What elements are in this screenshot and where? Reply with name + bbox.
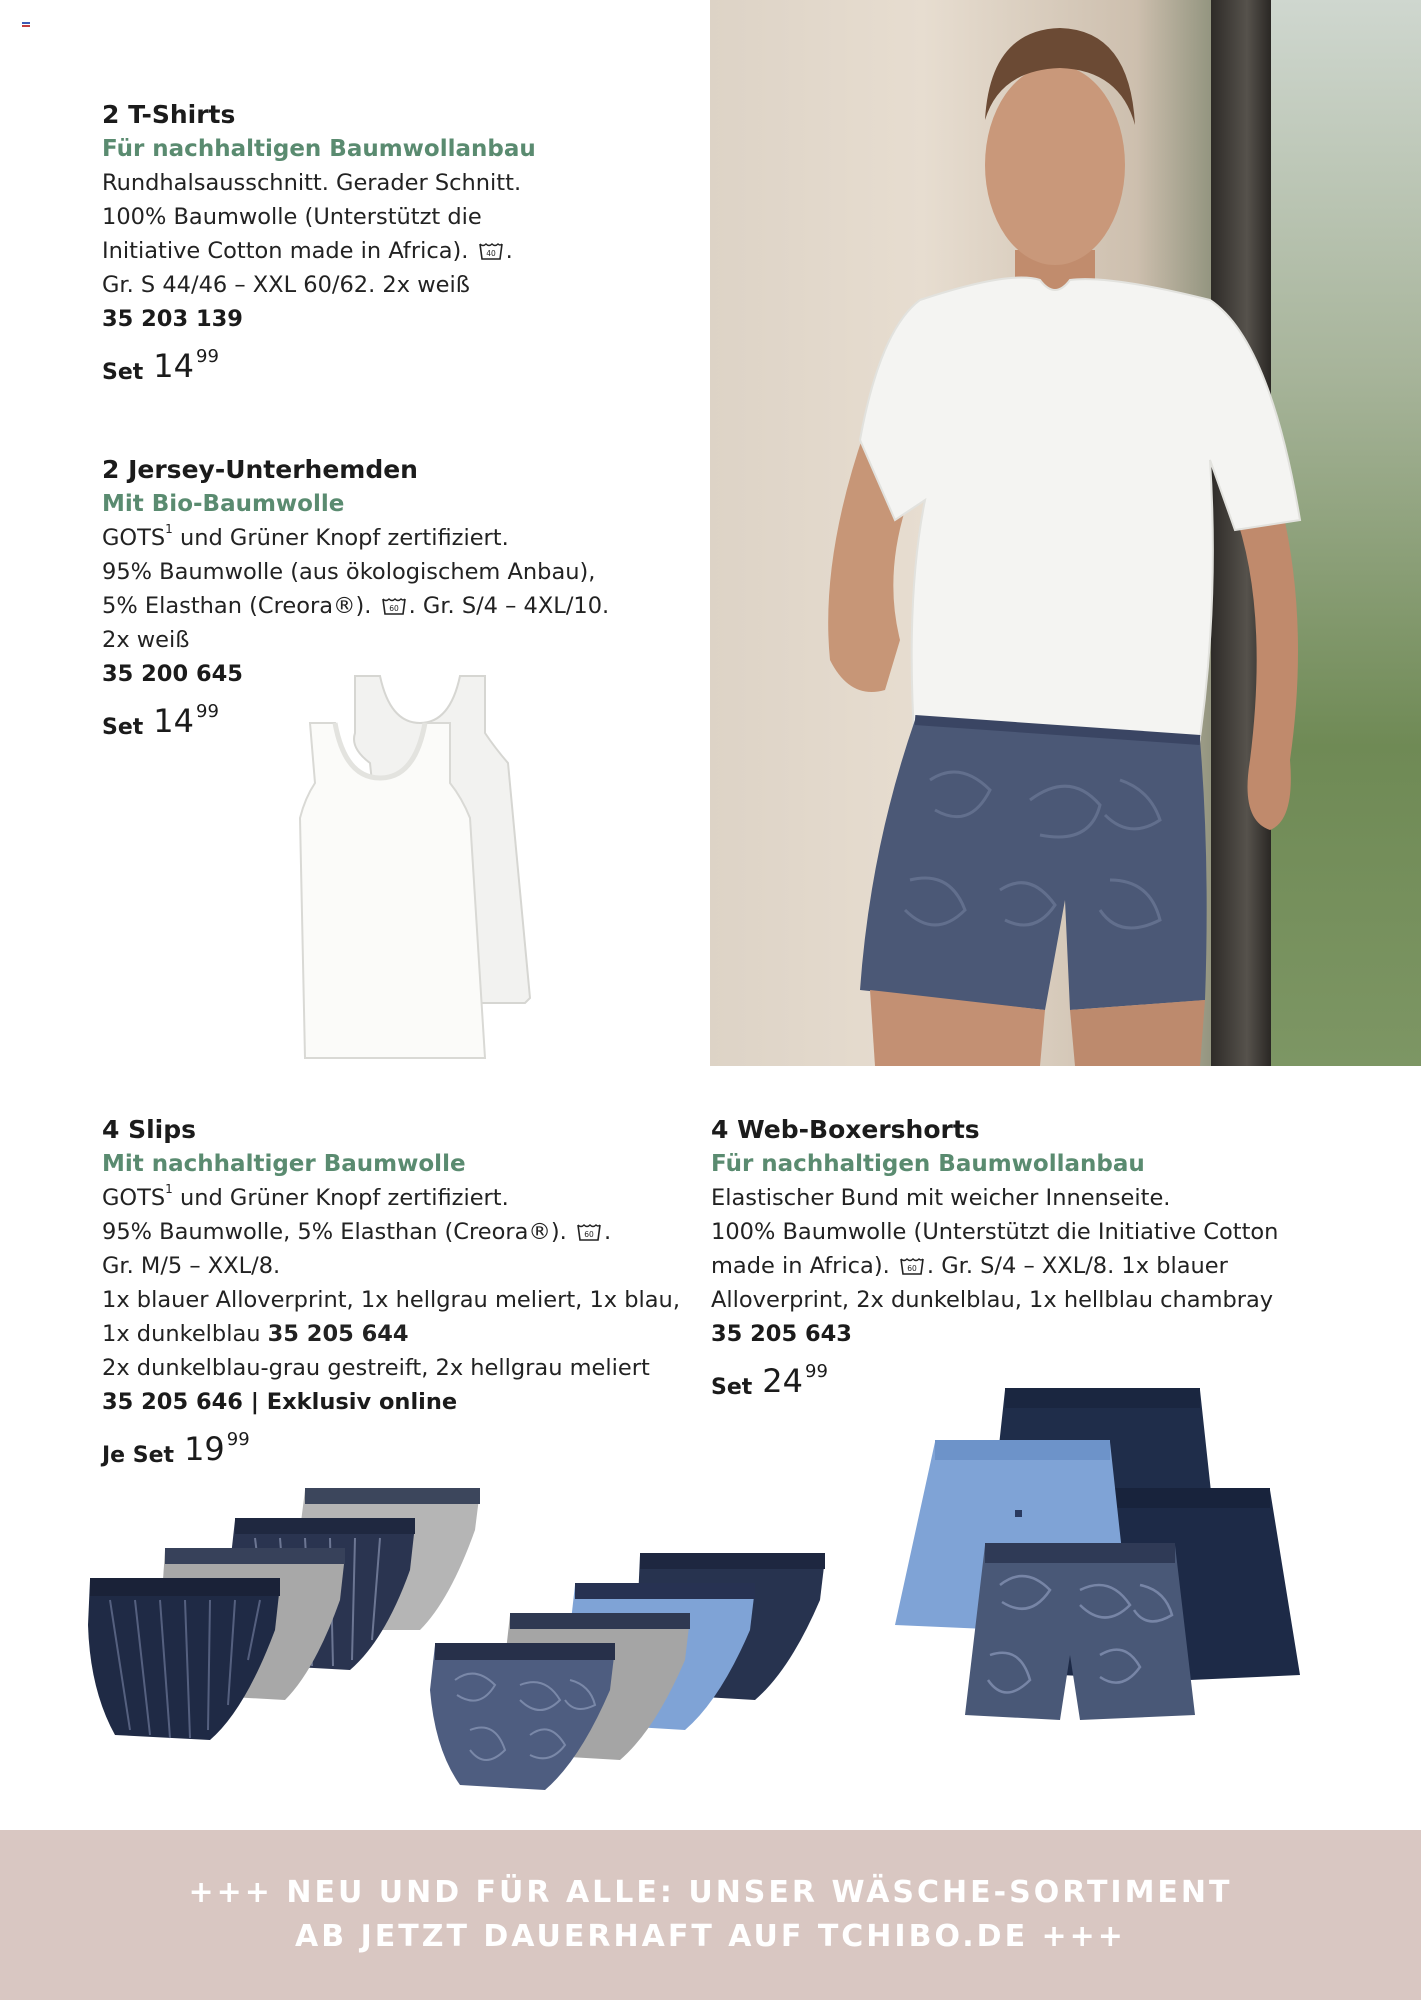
product-sku: 35 205 644 — [267, 1321, 409, 1347]
svg-text:60: 60 — [907, 1264, 917, 1273]
product-slips — [102, 1113, 680, 1469]
wash-60-icon — [576, 1218, 602, 1238]
product-price: Set 14 99 — [102, 346, 219, 385]
product-desc-line: 95% Baumwolle (aus ökologischem Anbau), — [102, 559, 596, 585]
product-desc-line: 95% Baumwolle, 5% Elasthan (Creora®). 60 . — [102, 1219, 612, 1245]
model-photo — [710, 0, 1421, 1066]
product-subtitle: Für nachhaltigen Baumwollanbau — [711, 1151, 1145, 1177]
product-boxershorts — [711, 1113, 1278, 1401]
model-figure — [710, 0, 1421, 1066]
svg-text:60: 60 — [584, 1230, 594, 1239]
product-title: 4 Web-Boxershorts — [711, 1115, 980, 1144]
product-desc-line: Elastischer Bund mit weicher Innenseite. — [711, 1185, 1171, 1211]
wash-60-icon — [381, 592, 407, 612]
product-desc-line: 2x weiß — [102, 627, 190, 653]
product-desc-line: Initiative Cotton made in Africa). 40 . — [102, 238, 513, 264]
product-desc-line: GOTS$^1$ und Grüner Knopf zertifiziert. — [102, 1182, 509, 1211]
undershirts-image — [290, 668, 550, 1068]
product-desc-line: 2x dunkelblau-grau gestreift, 2x hellgrau meliert — [102, 1355, 650, 1381]
product-desc-line: 100% Baumwolle (Unterstützt die — [102, 204, 482, 230]
slip-navy-striped-front — [88, 1578, 280, 1740]
wash-40-icon — [478, 237, 504, 257]
product-desc-line: made in Africa). 60 . Gr. S/4 – XXL/8. 1x blauer — [711, 1253, 1228, 1279]
product-desc-line: GOTS$^1$ und Grüner Knopf zertifiziert. — [102, 522, 509, 551]
promo-banner — [0, 1830, 1421, 2000]
product-desc-line: Gr. M/5 – XXL/8. — [102, 1253, 281, 1279]
wash-60-icon — [899, 1252, 925, 1272]
product-price: Set 24 99 — [711, 1361, 828, 1400]
product-desc-line: 100% Baumwolle (Unterstützt die Initiative Cotton — [711, 1219, 1279, 1245]
product-price: Je Set 19 99 — [102, 1429, 250, 1468]
product-desc-line: Gr. S 44/46 – XXL 60/62. 2x weiß — [102, 272, 470, 298]
svg-text:40: 40 — [485, 249, 496, 258]
product-tshirts — [102, 98, 536, 386]
product-title: 2 T-Shirts — [102, 100, 236, 129]
slip-paisley-front — [430, 1643, 615, 1790]
product-sku: 35 200 645 — [102, 661, 243, 687]
promo-banner-line: +++ NEU UND FÜR ALLE: UNSER WÄSCHE-SORTIMENT — [188, 1875, 1233, 1910]
product-sku: 35 205 643 — [711, 1321, 852, 1347]
page-marker-icon — [22, 22, 30, 29]
product-title: 2 Jersey-Unterhemden — [102, 455, 418, 484]
boxershorts-image — [890, 1385, 1310, 1755]
product-desc-line: 5% Elasthan (Creora®). 60 . Gr. S/4 – 4XL/10. — [102, 593, 610, 619]
svg-text:60: 60 — [388, 604, 399, 613]
product-desc-line: Rundhalsausschnitt. Gerader Schnitt. — [102, 170, 522, 196]
slips-image — [90, 1480, 830, 1800]
product-subtitle: Für nachhaltigen Baumwollanbau — [102, 136, 536, 162]
product-subtitle: Mit nachhaltiger Baumwolle — [102, 1151, 466, 1177]
product-subtitle: Mit Bio-Baumwolle — [102, 491, 345, 517]
product-title: 4 Slips — [102, 1115, 197, 1144]
promo-banner-line: AB JETZT DAUERHAFT AUF TCHIBO.DE +++ — [295, 1919, 1126, 1954]
product-desc-line: 1x blauer Alloverprint, 1x hellgrau meliert, 1x blau, — [102, 1287, 680, 1313]
boxer-paisley-front — [965, 1543, 1195, 1720]
product-desc-line: Alloverprint, 2x dunkelblau, 1x hellblau chambray — [711, 1287, 1274, 1313]
product-sku: 35 203 139 — [102, 306, 243, 332]
product-sku-exclusive: 35 205 646 | Exklusiv online — [102, 1389, 458, 1415]
product-price: Set 14 99 — [102, 701, 219, 740]
product-desc-line: 1x dunkelblau 35 205 644 — [102, 1321, 409, 1347]
